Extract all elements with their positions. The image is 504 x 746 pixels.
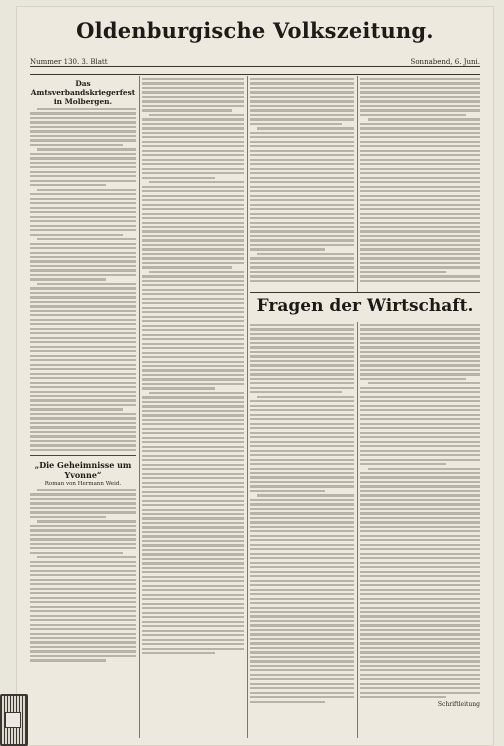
issue-number: Nummer 130. 3. Blatt xyxy=(30,58,108,66)
article-body xyxy=(250,324,354,703)
article-body xyxy=(360,324,480,698)
column-1 xyxy=(30,76,136,664)
newspaper-page xyxy=(16,6,494,746)
column-divider xyxy=(139,76,140,738)
article-body xyxy=(142,78,244,654)
column-divider xyxy=(357,322,358,738)
section-headline: Fragen der Wirtschaft. xyxy=(256,296,474,316)
column-2 xyxy=(142,76,244,656)
serial-title: „Die Geheimnisse um Yvonne“ xyxy=(34,460,132,480)
newspaper-title: Oldenburgische Volkszeitung. xyxy=(76,18,434,43)
masthead-rule-top xyxy=(30,66,480,67)
article-body xyxy=(30,108,136,451)
column-3 xyxy=(250,76,354,284)
masthead-rule-bottom xyxy=(30,74,480,75)
article-headline: Das Amtsverbandskriegerfest in Molbergen. xyxy=(30,79,136,106)
issue-date: Sonnabend, 6. Juni. xyxy=(410,58,480,66)
column-3-lower xyxy=(250,322,354,705)
signature: Schriftleitung xyxy=(437,700,480,708)
column-divider xyxy=(357,76,358,292)
serial-author: Roman von Hermann Weid. xyxy=(44,481,122,487)
article-body xyxy=(250,78,354,282)
archive-stamp xyxy=(0,694,28,746)
serial-body xyxy=(30,489,136,662)
article-body xyxy=(360,78,480,282)
column-4-lower xyxy=(360,322,480,708)
section-rule xyxy=(250,292,480,293)
column-divider xyxy=(247,76,248,738)
column-4 xyxy=(360,76,480,284)
